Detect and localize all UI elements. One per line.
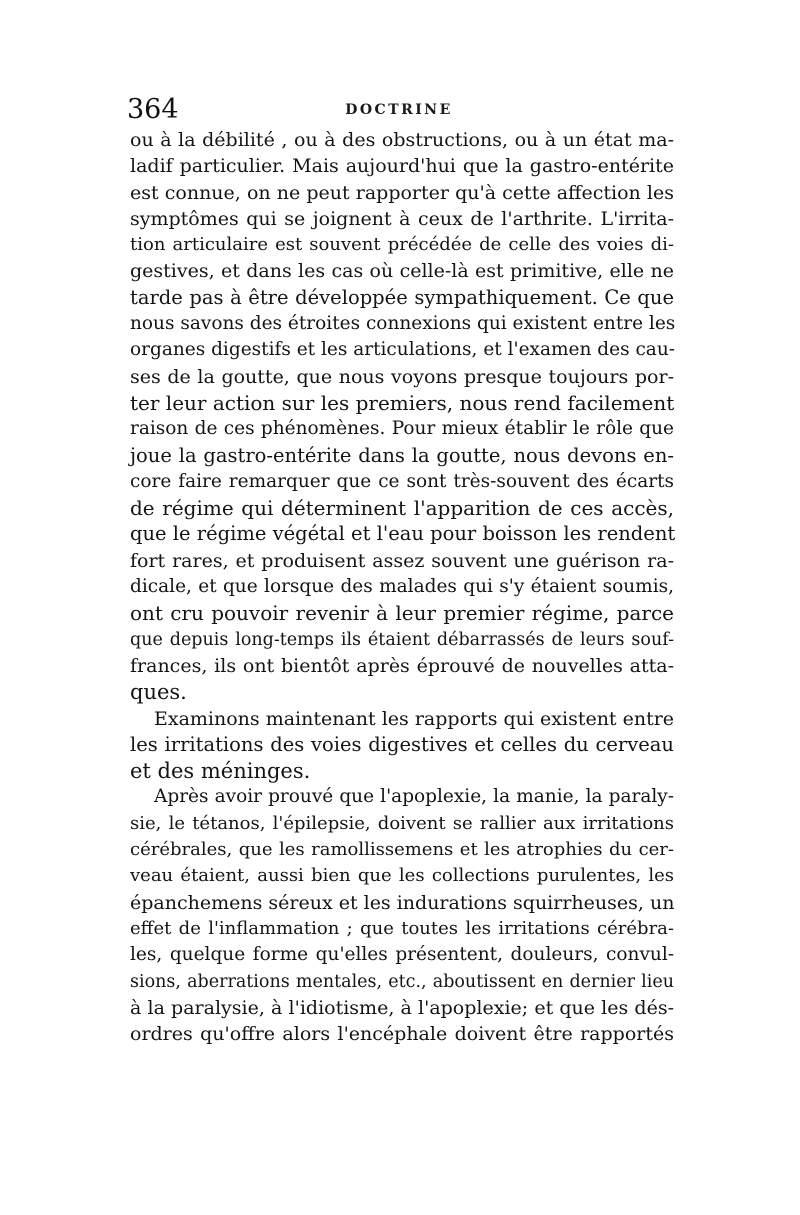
text-line: joue la gastro-entérite dans la goutte, nous devons en- (130, 443, 674, 467)
text-line: dicale, et que lorsque des malades qui s'y étaient soumis, (130, 576, 674, 598)
text-line: fort rares, et produisent assez souvent une guérison ra- (130, 549, 674, 572)
page-header (127, 93, 671, 127)
text-line: raison de ces phénomènes. Pour mieux établir le rôle que (130, 418, 674, 440)
text-line: ou à la débilité , ou à des obstructions, ou à un état ma- (130, 129, 674, 151)
text-line: organes digestifs et les articulations, et l'examen des cau- (130, 339, 676, 361)
text-line: core faire remarquer que ce sont très-souvent des écarts (130, 470, 674, 492)
page-number: 364 (127, 94, 179, 125)
text-line: et des méninges. (130, 759, 311, 784)
text-line: gestives, et dans les cas où celle-là est primitive, elle ne (130, 260, 674, 283)
text-line: symptômes qui se joignent à ceux de l'arthrite. L'irrita- (130, 207, 674, 230)
text-line: que le régime végétal et l'eau pour boisson les rendent (130, 522, 676, 546)
text-line: les irritations des voies digestives et celles du cerveau (130, 732, 674, 756)
running-head: DOCTRINE (345, 102, 453, 118)
text-line: ont cru pouvoir revenir à leur premier régime, parce (130, 601, 674, 626)
text-line: cérébrales, que les ramollissemens et les atrophies du cer- (130, 839, 674, 861)
text-line: ques. (130, 680, 187, 705)
text-line: nous savons des étroites connexions qui existent entre les (130, 313, 676, 335)
text-line: frances, ils ont bientôt après éprouvé de nouvelles atta- (130, 654, 674, 677)
text-line: ladif particulier. Mais aujourd'hui que la gastro-entérite (130, 155, 674, 178)
text-line: de régime qui déterminent l'apparition de ces accès, (130, 496, 674, 521)
text-line: épanchemens séreux et les indurations squirrheuses, un (130, 891, 675, 914)
text-line: sions, aberrations mentales, etc., aboutissent en dernier lieu (130, 971, 674, 992)
text-line: ordres qu'offre alors l'encéphale doivent être rapportés (130, 1023, 674, 1046)
text-line: Examinons maintenant les rapports qui existent entre (154, 707, 675, 730)
text-line: tarde pas à être développée sympathiquement. Ce que (130, 285, 674, 309)
text-line: sie, le tétanos, l'épilepsie, doivent se rallier aux irritations (130, 812, 674, 834)
text-line: tion articulaire est souvent précédée de celle des voies di- (130, 234, 674, 256)
body-text (130, 127, 674, 1047)
text-line: veau étaient, aussi bien que les collections purulentes, les (130, 865, 674, 887)
text-line: effet de l'inflammation ; que toutes les irritations cérébra- (130, 917, 674, 939)
text-line: ter leur action sur les premiers, nous rend facilement (130, 390, 675, 415)
text-line: Après avoir prouvé que l'apoplexie, la manie, la paraly- (154, 786, 674, 808)
text-line: que depuis long-temps ils étaient débarrassés de leurs souf- (130, 629, 674, 650)
text-line: est connue, on ne peut rapporter qu'à cette affection les (130, 181, 674, 204)
text-line: ses de la goutte, que nous voyons presque toujours por- (130, 365, 674, 388)
text-line: à la paralysie, à l'idiotisme, à l'apoplexie; et que les dés- (130, 996, 674, 1019)
text-line: les, quelque forme qu'elles présentent, douleurs, convul- (130, 944, 674, 966)
